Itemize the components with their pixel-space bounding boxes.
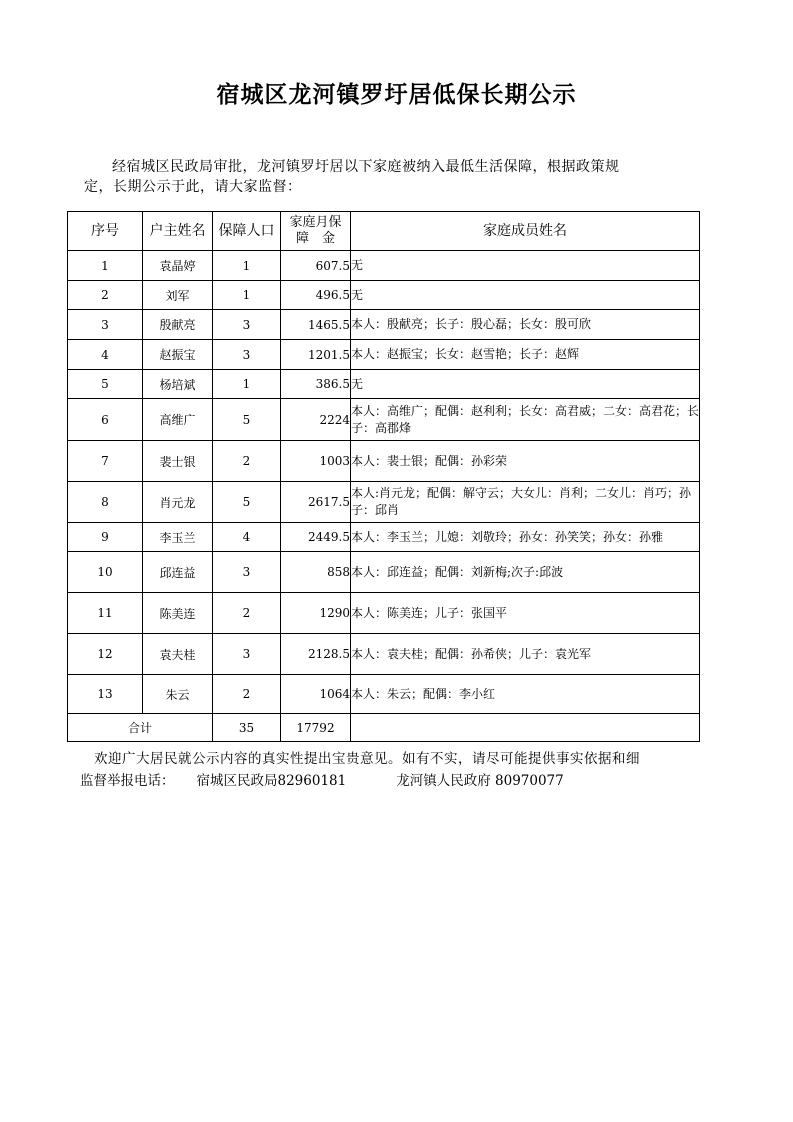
row-head-name: 高维广 bbox=[143, 399, 213, 441]
row-amount: 2449.5 bbox=[281, 523, 351, 552]
row-amount: 1290 bbox=[281, 593, 351, 634]
row-seq: 4 bbox=[68, 340, 143, 370]
row-amount: 496.5 bbox=[281, 281, 351, 310]
row-members: 本人：邱连益；配偶：刘新梅;次子:邱波 bbox=[351, 552, 700, 593]
row-seq: 7 bbox=[68, 441, 143, 482]
row-seq: 2 bbox=[68, 281, 143, 310]
row-head-name: 刘军 bbox=[143, 281, 213, 310]
total-row bbox=[68, 714, 700, 742]
row-seq: 13 bbox=[68, 675, 143, 714]
row-amount: 386.5 bbox=[281, 370, 351, 399]
row-amount: 2128.5 bbox=[281, 634, 351, 675]
row-head-name: 赵振宝 bbox=[143, 340, 213, 370]
subsidy-table bbox=[67, 211, 700, 742]
row-count: 3 bbox=[213, 552, 281, 593]
row-amount: 2224 bbox=[281, 399, 351, 441]
row-seq: 6 bbox=[68, 399, 143, 441]
table-header-row bbox=[68, 212, 700, 251]
header-members: 家庭成员姓名 bbox=[351, 212, 700, 251]
page-title: 宿城区龙河镇罗圩居低保长期公示 bbox=[216, 82, 577, 108]
row-count: 2 bbox=[213, 593, 281, 634]
row-count: 1 bbox=[213, 370, 281, 399]
row-members: 本人：殷献亮；长子：殷心磊；长女：殷可欣 bbox=[351, 310, 700, 340]
intro-line-2: 定，长期公示于此，请大家监督： bbox=[84, 179, 302, 195]
row-count: 2 bbox=[213, 441, 281, 482]
row-head-name: 肖元龙 bbox=[143, 482, 213, 523]
row-amount: 858 bbox=[281, 552, 351, 593]
row-count: 2 bbox=[213, 675, 281, 714]
table-row bbox=[68, 482, 700, 523]
row-amount: 1465.5 bbox=[281, 310, 351, 340]
table-row bbox=[68, 399, 700, 441]
township-phone: 龙河镇人民政府 80970077 bbox=[396, 773, 564, 789]
row-members: 本人:肖元龙；配偶：解守云；大女儿：肖利；二女儿：肖巧；孙子：邱肖 bbox=[351, 482, 700, 523]
table-row bbox=[68, 675, 700, 714]
footer-notice bbox=[80, 748, 700, 792]
row-members: 本人：袁夫桂；配偶：孙希侠；儿子：袁光军 bbox=[351, 634, 700, 675]
header-amount-line-1: 家庭月保 bbox=[289, 215, 342, 230]
header-head-name: 户主姓名 bbox=[143, 212, 213, 251]
intro-paragraph bbox=[84, 157, 684, 197]
row-amount: 1201.5 bbox=[281, 340, 351, 370]
row-seq: 3 bbox=[68, 310, 143, 340]
footer-line-2 bbox=[80, 770, 700, 792]
row-members: 无 bbox=[351, 370, 700, 399]
table-row bbox=[68, 251, 700, 281]
header-amount bbox=[281, 212, 351, 251]
total-amount: 17792 bbox=[281, 714, 351, 742]
row-seq: 1 bbox=[68, 251, 143, 281]
row-seq: 8 bbox=[68, 482, 143, 523]
header-seq: 序号 bbox=[68, 212, 143, 251]
table-row bbox=[68, 523, 700, 552]
total-label: 合计 bbox=[68, 714, 213, 742]
row-seq: 9 bbox=[68, 523, 143, 552]
row-head-name: 袁晶婷 bbox=[143, 251, 213, 281]
row-members: 本人：高维广；配偶：赵利利；长女：高君威；二女：高君花；长子：高郡烽 bbox=[351, 399, 700, 441]
row-head-name: 李玉兰 bbox=[143, 523, 213, 552]
row-count: 5 bbox=[213, 482, 281, 523]
row-members: 无 bbox=[351, 281, 700, 310]
row-seq: 5 bbox=[68, 370, 143, 399]
row-count: 1 bbox=[213, 251, 281, 281]
row-seq: 12 bbox=[68, 634, 143, 675]
row-members: 本人：裴士银；配偶：孙彩荣 bbox=[351, 441, 700, 482]
table-row bbox=[68, 552, 700, 593]
footer-line-1: 欢迎广大居民就公示内容的真实性提出宝贵意见。如有不实，请尽可能提供事实依据和细 bbox=[94, 751, 640, 767]
row-amount: 1003 bbox=[281, 441, 351, 482]
row-head-name: 邱连益 bbox=[143, 552, 213, 593]
row-members: 本人：朱云；配偶：李小红 bbox=[351, 675, 700, 714]
bureau-phone: 宿城区民政局82960181 bbox=[196, 773, 347, 789]
row-members: 无 bbox=[351, 251, 700, 281]
table-row bbox=[68, 441, 700, 482]
row-head-name: 杨培斌 bbox=[143, 370, 213, 399]
table-row bbox=[68, 281, 700, 310]
row-head-name: 袁夫桂 bbox=[143, 634, 213, 675]
row-count: 3 bbox=[213, 340, 281, 370]
header-amount-line-2: 障 金 bbox=[295, 231, 335, 246]
total-members-empty bbox=[351, 714, 700, 742]
row-count: 4 bbox=[213, 523, 281, 552]
row-amount: 2617.5 bbox=[281, 482, 351, 523]
row-count: 3 bbox=[213, 310, 281, 340]
table-row bbox=[68, 593, 700, 634]
row-seq: 10 bbox=[68, 552, 143, 593]
total-count: 35 bbox=[213, 714, 281, 742]
header-count: 保障人口 bbox=[213, 212, 281, 251]
row-head-name: 裴士银 bbox=[143, 441, 213, 482]
table-row bbox=[68, 634, 700, 675]
row-amount: 1064 bbox=[281, 675, 351, 714]
row-count: 5 bbox=[213, 399, 281, 441]
row-head-name: 朱云 bbox=[143, 675, 213, 714]
row-count: 3 bbox=[213, 634, 281, 675]
row-head-name: 殷献亮 bbox=[143, 310, 213, 340]
row-members: 本人：李玉兰；儿媳：刘敬玲；孙女：孙笑笑；孙女：孙雅 bbox=[351, 523, 700, 552]
row-members: 本人：陈美连；儿子：张国平 bbox=[351, 593, 700, 634]
row-seq: 11 bbox=[68, 593, 143, 634]
table-row bbox=[68, 340, 700, 370]
intro-line-1: 经宿城区民政局审批，龙河镇罗圩居以下家庭被纳入最低生活保障，根据政策规 bbox=[112, 159, 620, 175]
row-head-name: 陈美连 bbox=[143, 593, 213, 634]
row-members: 本人：赵振宝；长女：赵雪艳；长子：赵辉 bbox=[351, 340, 700, 370]
report-label: 监督举报电话： bbox=[80, 773, 175, 789]
table-row bbox=[68, 370, 700, 399]
row-amount: 607.5 bbox=[281, 251, 351, 281]
row-count: 1 bbox=[213, 281, 281, 310]
table-row bbox=[68, 310, 700, 340]
